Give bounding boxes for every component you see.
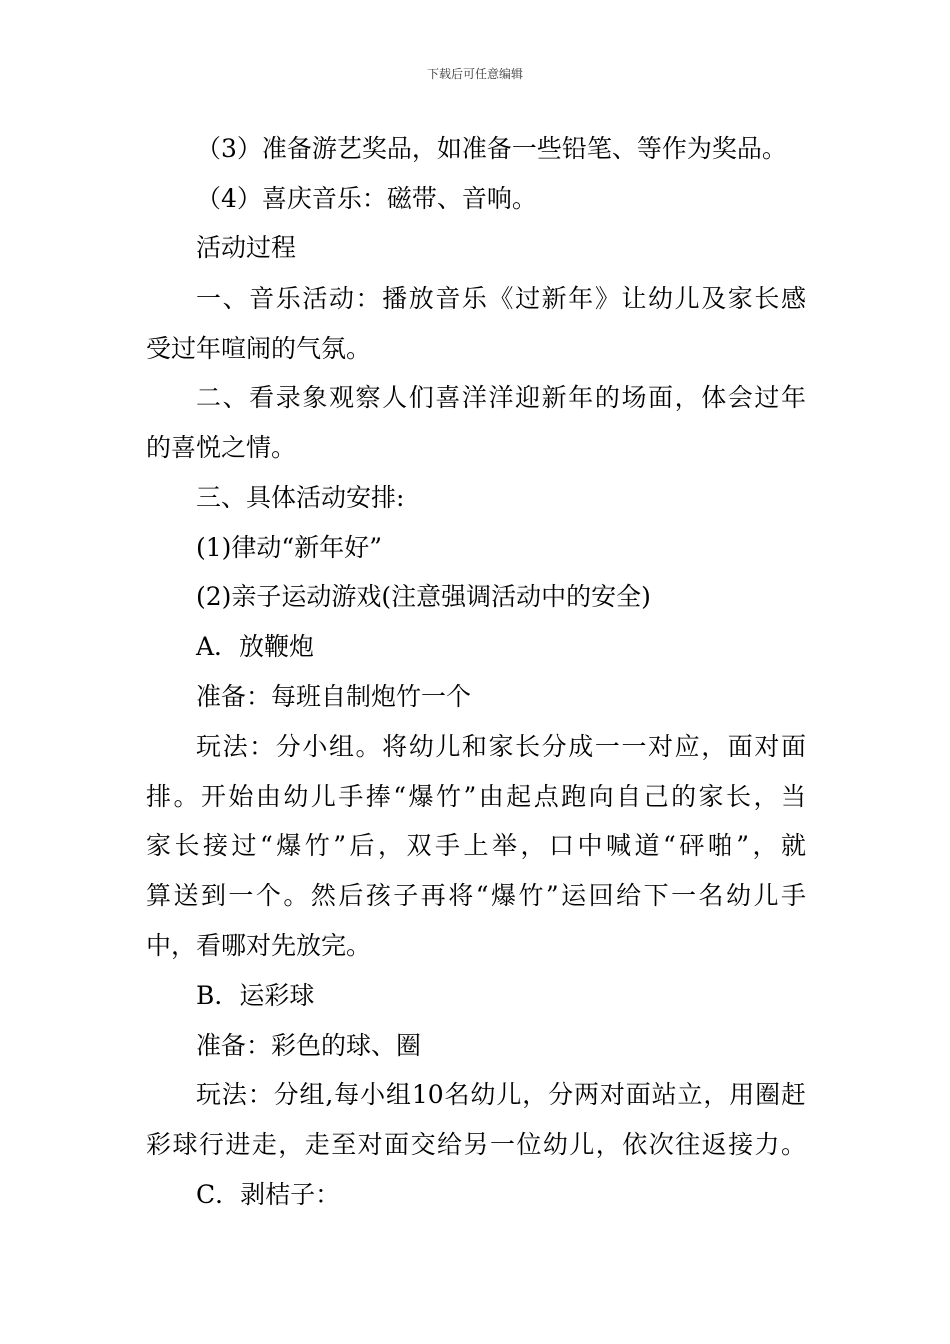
paragraph-line: （4）喜庆音乐：磁带、音响。 <box>196 184 537 213</box>
subsection-heading: C．剥桔子： <box>196 1180 341 1209</box>
paragraph-line: 受过年喧闹的气氛。 <box>146 334 372 363</box>
paragraph-line: 玩法：分小组。将幼儿和家长分成一一对应，面对面 <box>196 732 806 761</box>
paragraph-line: 中，看哪对先放完。 <box>146 931 372 960</box>
subsection-heading: A．放鞭炮 <box>196 632 315 661</box>
paragraph-line: 三、具体活动安排: <box>196 483 405 512</box>
paragraph-line: 的喜悦之情。 <box>146 433 297 462</box>
paragraph-line: 二、看录象观察人们喜洋洋迎新年的场面，体会过年 <box>196 383 806 412</box>
paragraph-line: 排。开始由幼儿手捧“爆竹”由起点跑向自己的家长，当 <box>146 782 806 811</box>
paragraph-line: 准备：彩色的球、圈 <box>196 1031 422 1060</box>
paragraph-line: 玩法：分组,每小组10名幼儿，分两对面站立，用圈赶 <box>196 1080 806 1109</box>
paragraph-line: （3）准备游艺奖品，如准备一些铅笔、等作为奖品。 <box>196 134 787 163</box>
paragraph-line: 准备：每班自制炮竹一个 <box>196 682 472 711</box>
paragraph-line: 算送到一个。然后孩子再将“爆竹”运回给下一名幼儿手 <box>146 881 806 910</box>
paragraph-line: (1)律动“新年好” <box>196 533 382 562</box>
paragraph-line: 彩球行进走，走至对面交给另一位幼儿，依次往返接力。 <box>146 1130 806 1159</box>
paragraph-line: 家长接过“爆竹”后，双手上举，口中喊道“砰啪”，就 <box>146 831 806 860</box>
paragraph-line: (2)亲子运动游戏(注意强调活动中的安全) <box>196 582 651 611</box>
paragraph-line: 一、音乐活动：播放音乐《过新年》让幼儿及家长感 <box>196 284 806 313</box>
page-header-note: 下载后可任意编辑 <box>426 67 523 81</box>
subsection-heading: B．运彩球 <box>196 981 315 1010</box>
section-heading: 活动过程 <box>196 233 297 262</box>
